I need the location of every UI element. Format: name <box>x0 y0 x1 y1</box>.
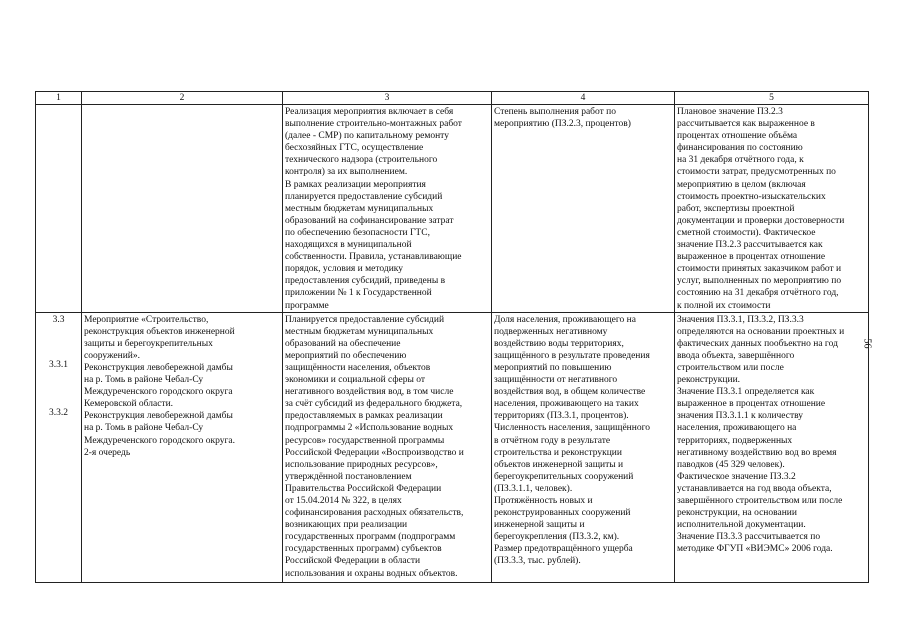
text-line: мероприятий по обеспечению <box>285 350 407 361</box>
text-line: стоимость проектно-изыскательских <box>677 191 826 202</box>
text-line: мероприятию в целом (включая <box>677 179 806 190</box>
text-line: территориях (ПЗ.3.1, процентов). <box>494 411 629 422</box>
text-line: образований на софинансирование затрат <box>285 215 454 226</box>
text-line: процентах отношение объёма <box>677 131 798 142</box>
text-line: предоставляемых в рамках реализации <box>285 411 443 422</box>
text-line: предоставления субсидий, приведены в <box>285 276 446 287</box>
text-line: использования и охраны водных объектов. <box>285 568 458 579</box>
header-cell: 5 <box>675 92 869 105</box>
table-row <box>36 312 869 582</box>
item-number: 3.3 <box>52 314 65 325</box>
text-line: берегоукрепительных сооружений <box>494 471 634 482</box>
text-line: Российской Федерации «Воспроизводство и <box>285 447 464 458</box>
text-line: (далее - СМР) по капитальному ремонту <box>285 131 449 142</box>
text-line: выраженное в процентах отношение <box>677 399 826 410</box>
text-line: Кемеровской области. <box>84 399 174 410</box>
table-row <box>36 105 869 313</box>
text-line: объектов инженерной защиты и <box>494 459 624 470</box>
text-line: Российской Федерации в области <box>285 556 421 567</box>
text-line: образований на обеспечение <box>285 338 401 349</box>
text-line: состоянию на 31 декабря отчётного год, <box>677 288 839 299</box>
text-line: защиты и берегоукрепительных <box>84 338 213 349</box>
text-line: реконструкции. <box>677 375 741 386</box>
text-line: ресурсов» государственной программы <box>285 435 445 446</box>
text-line: утверждённой постановлением <box>285 471 412 482</box>
text-line: сметной стоимости). Фактическое <box>677 227 816 238</box>
text-line: выполнение строительно-монтажных работ <box>285 119 462 130</box>
item-number: 3.3.2 <box>49 407 68 418</box>
text-line: на р. Томь в районе Чебал-Су <box>84 423 204 434</box>
text-line: стоимости принятых заказчиком работ и <box>677 264 842 275</box>
number-cell <box>36 105 82 313</box>
text-line: Значение ПЗ.3.3 рассчитывается по <box>677 532 821 543</box>
text-line: финансирования по состоянию <box>677 143 803 154</box>
number-cell <box>36 312 82 582</box>
text-line: Реализация мероприятия включает в себя <box>285 107 454 117</box>
text-line: паводков (45 329 человек). <box>677 459 785 470</box>
text-line: методике ФГУП «ВИЭМС» 2006 года. <box>677 544 833 555</box>
text-line: возникающих при реализации <box>285 520 408 531</box>
text-line: документации и проверки достоверности <box>677 215 845 226</box>
text-line: инженерной защиты и <box>494 520 585 531</box>
text-line: берегоукрепления (ПЗ.3.2, км). <box>494 532 620 543</box>
text-line: строительства и реконструкции <box>494 447 622 458</box>
text-line: исполнительной документации. <box>677 520 806 531</box>
header-cell: 2 <box>82 92 283 105</box>
text-line: приложении № 1 к Государственной <box>285 288 432 299</box>
text-line: завершённого строительством или после <box>677 496 843 506</box>
text-line: устанавливается на год ввода объекта, <box>677 483 832 494</box>
text-line: рассчитывается как выраженное в <box>677 119 815 130</box>
method-cell <box>675 105 869 313</box>
text-line: 2-я очередь <box>84 447 131 458</box>
text-line: Степень выполнения работ по <box>494 107 616 117</box>
text-line: Междуреченского городского округа. <box>84 435 235 446</box>
header-cell: 1 <box>36 92 82 105</box>
text-line: Правительства Российской Федерации <box>285 483 442 494</box>
text-line: мероприятий по повышению <box>494 362 612 373</box>
text-line: контроля) за их выполнением. <box>285 167 408 178</box>
text-line: от 15.04.2014 № 322, в целях <box>285 496 402 506</box>
text-line: населения, проживающего на <box>677 423 797 434</box>
text-line: софинансирования расходных обязательств, <box>285 508 464 519</box>
text-line: В рамках реализации мероприятия <box>285 179 426 190</box>
text-line: собственности. Правила, устанавливающие <box>285 252 462 263</box>
text-line: Значение ПЗ.3.1 определяется как <box>677 387 815 398</box>
text-line: негативному воздействию вод во время <box>677 447 837 458</box>
text-line: значения ПЗ.3.1.1 к количеству <box>677 411 804 422</box>
text-line: местным бюджетам муниципальных <box>285 326 434 337</box>
text-line: воздействию воды территориях, <box>494 338 624 349</box>
text-line: определяются на основании проектных и <box>677 326 845 337</box>
text-line: Междуреченского городского округа <box>84 387 233 398</box>
text-line: в отчётном году в результате <box>494 435 611 446</box>
text-line: на р. Томь в районе Чебал-Су <box>84 375 204 386</box>
text-line: экономики и социальной сферы от <box>285 375 426 386</box>
text-line: Протяжённость новых и <box>494 496 593 506</box>
method-cell <box>675 312 869 582</box>
text-line: местным бюджетам муниципальных <box>285 203 434 214</box>
text-line: сооружений». <box>84 350 140 361</box>
header-cell: 3 <box>283 92 492 105</box>
text-line: за счёт субсидий из федерального бюджета, <box>285 399 463 410</box>
text-line: фактических данных пообъектно на год <box>677 338 838 349</box>
text-line: негативного воздействия вод, в том числе <box>285 387 454 398</box>
text-line: Численность населения, защищённого <box>494 423 650 434</box>
name-cell <box>82 105 283 313</box>
text-line: Фактическое значение ПЗ.3.2 <box>677 471 796 482</box>
text-line: программе <box>285 300 329 311</box>
text-line: воздействия вод, в общем количестве <box>494 387 646 398</box>
text-line: защищённого в результате проведения <box>494 350 650 361</box>
item-number: 3.3.1 <box>49 359 68 370</box>
description-cell <box>283 312 492 582</box>
text-line: Значения ПЗ.3.1, ПЗ.3.2, ПЗ.3.3 <box>677 314 804 325</box>
text-line: Доля населения, проживающего на <box>494 314 636 325</box>
text-line: использование природных ресурсов», <box>285 459 438 470</box>
text-line: значение ПЗ.2.3 рассчитывается как <box>677 240 823 251</box>
text-line: подверженных негативному <box>494 326 608 337</box>
text-line: населения, проживающего на таких <box>494 399 639 410</box>
header-row <box>36 92 869 105</box>
text-line: по обеспечению безопасности ГТС, <box>285 227 430 238</box>
text-line: защищённости населения, объектов <box>285 362 431 373</box>
text-line: работ, экспертизы проектной <box>677 203 795 214</box>
header-cell: 4 <box>492 92 675 105</box>
text-line: реконструированных сооружений <box>494 508 631 519</box>
text-line: услуг, выполненных по мероприятию по <box>677 276 842 287</box>
text-line: находящихся в муниципальной <box>285 240 412 251</box>
text-line: порядок, условия и методику <box>285 264 404 275</box>
document-table <box>35 91 869 583</box>
text-line: Реконструкция левобережной дамбы <box>84 362 233 373</box>
text-line: (ПЗ.3.1.1, человек). <box>494 483 573 494</box>
text-line: государственных программ (подпрограмм <box>285 532 456 543</box>
page-number: 56 <box>861 338 873 349</box>
text-line: Мероприятие «Строительство, <box>84 314 209 325</box>
text-line: на 31 декабря отчётного года, к <box>677 155 804 166</box>
text-line: реконструкция объектов инженерной <box>84 326 235 337</box>
text-line: мероприятию (ПЗ.2.3, процентов) <box>494 119 631 130</box>
text-line: реконструкции, на основании <box>677 508 797 519</box>
text-line: Планируется предоставление субсидий <box>285 314 445 325</box>
text-line: стоимости затрат, предусмотренных по <box>677 167 836 178</box>
text-line: ввода объекта, завершённого <box>677 350 795 361</box>
text-line: Реконструкция левобережной дамбы <box>84 411 233 422</box>
text-line: выраженное в процентах отношение <box>677 252 826 263</box>
indicator-cell <box>492 312 675 582</box>
text-line: Плановое значение ПЗ.2.3 <box>677 107 783 117</box>
text-line: подпрограммы 2 «Использование водных <box>285 423 454 434</box>
text-line: территориях, подверженных <box>677 435 793 446</box>
text-line: защищённости от негативного <box>494 375 618 386</box>
text-line: планируется предоставление субсидий <box>285 191 443 202</box>
name-cell <box>82 312 283 582</box>
text-line: строительством или после <box>677 362 784 373</box>
text-line: бесхозяйных ГТС, осуществление <box>285 143 424 154</box>
text-line: технического надзора (строительного <box>285 155 438 166</box>
text-line: (ПЗ.3.3, тыс. рублей). <box>494 556 581 567</box>
text-line: государственных программ) субъектов <box>285 544 442 555</box>
text-line: Размер предотвращённого ущерба <box>494 544 633 555</box>
text-line: к полной их стоимости <box>677 300 771 311</box>
indicator-cell <box>492 105 675 313</box>
description-cell <box>283 105 492 313</box>
